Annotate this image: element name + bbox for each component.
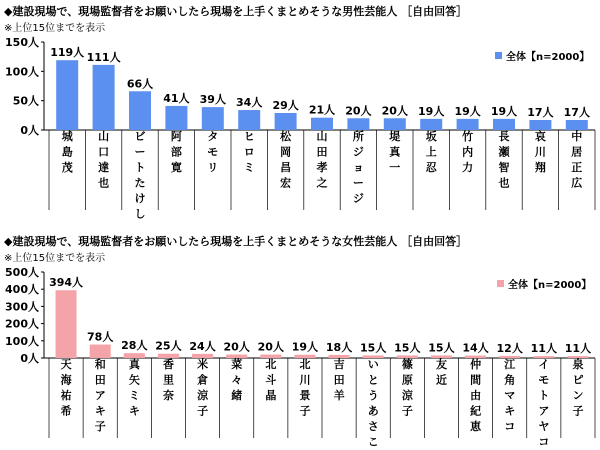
bar-value-label: 78人	[87, 330, 114, 344]
y-tick-label: 0人	[20, 352, 39, 365]
bar-value-label: 20人	[223, 340, 250, 354]
y-tick-label: 50人	[12, 94, 39, 108]
category-label: ヒロミ	[243, 130, 255, 174]
bar-value-label: 24人	[189, 339, 216, 353]
category-label: 中居正広	[571, 130, 583, 190]
bar-value-label: 21人	[308, 103, 336, 117]
bar-2	[93, 65, 115, 130]
bar-15	[566, 120, 588, 130]
bar-value-label: 29人	[272, 98, 299, 112]
category-label: 吉田羊	[333, 358, 345, 402]
category-label: 坂上忍	[425, 130, 437, 174]
bar-value-label: 19人	[291, 340, 319, 354]
category-label: 菜々緒	[231, 358, 243, 402]
bar-9	[347, 118, 369, 130]
bar-value-label: 11人	[564, 342, 592, 356]
category-label: 長瀬智也	[498, 130, 510, 190]
category-label: 米倉涼子	[197, 358, 209, 418]
category-label: 泉ピン子	[572, 358, 584, 418]
category-label: 山田孝之	[316, 130, 328, 190]
y-tick-label: 150人	[5, 36, 39, 49]
y-tick-label: 0人	[20, 124, 39, 137]
category-label: 堤真一	[389, 130, 401, 174]
chart-1-title: ◆建設現場で、現場監督者をお願いしたら現場を上手くまとめそうな男性芸能人 ［自由回答］	[4, 5, 468, 18]
category-label: 城島茂	[61, 130, 73, 174]
category-label: 松岡昌宏	[280, 130, 292, 190]
bar-6	[238, 110, 260, 130]
y-tick-label: 100人	[5, 65, 39, 79]
y-tick-label: 400人	[5, 283, 39, 297]
bar-4	[165, 106, 187, 130]
bar-value-label: 12人	[496, 341, 523, 355]
category-label: いとうあさこ	[367, 358, 379, 449]
bar-value-label: 20人	[257, 340, 284, 354]
category-label: 竹内力	[462, 130, 474, 174]
bar-1	[56, 60, 78, 130]
chart-2-note: ※上位15位までを表示	[4, 253, 106, 264]
legend-swatch	[495, 52, 502, 59]
bar-value-label: 28人	[121, 339, 148, 353]
bar-value-label: 19人	[490, 104, 518, 118]
category-label: 仲間由紀恵	[470, 358, 482, 433]
bar-value-label: 15人	[428, 341, 455, 355]
bar-value-label: 17人	[527, 106, 554, 120]
category-label: 北斗晶	[265, 358, 277, 402]
bar-value-label: 18人	[325, 340, 353, 354]
bar-12	[457, 119, 479, 130]
bar-1	[56, 290, 77, 358]
bar-13	[493, 119, 515, 130]
bar-11	[420, 119, 442, 130]
category-label: 香里奈	[162, 358, 174, 402]
bar-value-label: 15人	[394, 341, 421, 355]
bar-value-label: 19人	[454, 104, 481, 118]
legend-label: 全体【n=2000】	[508, 280, 592, 291]
chart-2-title: ◆建設現場で、現場監督者をお願いしたら現場を上手くまとめそうな女性芸能人 ［自由回答］	[4, 235, 468, 248]
bar-8	[311, 118, 333, 130]
category-label: 阿部寛	[170, 130, 182, 174]
bar-7	[275, 113, 297, 130]
bar-value-label: 11人	[530, 342, 557, 356]
female-celebrity-bar-chart	[0, 225, 600, 450]
category-label: 天海祐希	[60, 358, 72, 418]
bar-value-label: 19人	[418, 104, 445, 118]
chart-1-note: ※上位15位までを表示	[4, 23, 106, 34]
category-label: 北川景子	[299, 358, 311, 418]
category-label: 江角マキコ	[504, 358, 516, 433]
category-label: 哀川翔	[534, 130, 546, 174]
bar-value-label: 66人	[126, 77, 154, 91]
legend-swatch	[497, 280, 504, 287]
y-tick-label: 200人	[5, 317, 39, 331]
bar-value-label: 17人	[563, 106, 590, 120]
bar-value-label: 34人	[236, 96, 263, 110]
y-tick-label: 300人	[5, 300, 39, 314]
bar-value-label: 14人	[462, 341, 489, 355]
bar-5	[202, 107, 224, 130]
bar-10	[384, 118, 406, 130]
category-label: 山口達也	[98, 130, 110, 190]
category-label: 真矢ミキ	[128, 358, 140, 418]
category-label: イモトアヤコ	[538, 358, 550, 449]
category-label: 友近	[435, 358, 447, 387]
category-label: 篠原涼子	[401, 358, 413, 418]
bar-value-label: 20人	[381, 104, 408, 118]
bar-value-label: 119人	[50, 46, 85, 60]
category-label: 所ジョージ	[352, 130, 364, 205]
bar-2	[90, 345, 111, 358]
y-tick-label: 100人	[5, 334, 39, 348]
bar-14	[529, 120, 551, 130]
bar-value-label: 394人	[49, 276, 84, 290]
bar-value-label: 39人	[199, 93, 226, 107]
bar-value-label: 20人	[345, 104, 372, 118]
bar-value-label: 25人	[155, 339, 182, 353]
bar-value-label: 111人	[86, 50, 121, 64]
legend-label: 全体【n=2000】	[506, 52, 590, 63]
y-tick-label: 500人	[5, 266, 39, 279]
bar-value-label: 15人	[360, 341, 387, 355]
category-label: 和田アキ子	[94, 358, 106, 433]
bar-3	[129, 91, 151, 130]
category-label: ビートたけし	[134, 130, 146, 221]
bar-value-label: 41人	[163, 91, 190, 105]
category-label: タモリ	[207, 130, 219, 174]
